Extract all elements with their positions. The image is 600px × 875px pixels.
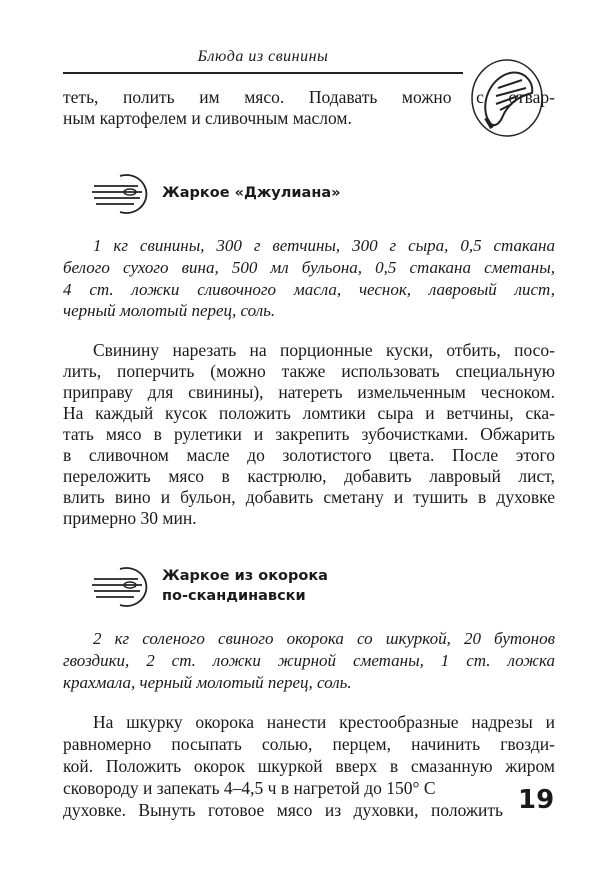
plate-cutlery-icon (90, 565, 152, 609)
text-line: черный молотый перец, соль. (63, 301, 276, 320)
text-line: На каждый кусок положить ломтики сыра и ветчины, ска- (63, 403, 555, 423)
text-line: теть, полить им мясо. Подавать можно с отвар- (63, 87, 555, 107)
text-line: тать мясо в рулетики и закрепить зубочистками. Обжарить (63, 424, 555, 444)
running-head: Блюда из свинины (197, 48, 329, 65)
text-line: переложить мясо в кастрюлю, добавить лавровый лист, (63, 466, 555, 486)
text-line: 1 кг свинины, 300 г ветчины, 300 г сыра, 0,5 стакана (93, 236, 555, 255)
text-line: 4 ст. ложки сливочного масла, чеснок, лавровый лист, (63, 280, 555, 299)
text-line: влить вино и бульон, добавить сметану и тушить в духовке (63, 487, 555, 507)
header-rule (63, 72, 463, 74)
page-number: 19 (518, 785, 555, 815)
text-line: кой. Положить окорок шкуркой вверх в смазанную жиром (63, 756, 555, 776)
text-line: На шкурку окорока нанести крестообразные надрезы и (93, 712, 555, 732)
text-line: ным картофелем и сливочным маслом. (63, 108, 352, 128)
recipe-title: Жаркое «Джулиана» (162, 185, 341, 201)
text-line: крахмала, черный молотый перец, соль. (63, 673, 352, 692)
text-line: гвоздики, 2 ст. ложки жирной сметаны, 1 ст. ложка (63, 651, 555, 670)
text-line: лить, поперчить (можно также использовать специальную (63, 361, 555, 381)
plate-cutlery-icon (90, 172, 152, 216)
text-line: в сливочном масле до золотистого цвета. После этого (63, 445, 555, 465)
text-line: Свинину нарезать на порционные куски, отбить, посо- (93, 340, 555, 360)
text-line: белого сухого вина, 500 мл бульона, 0,5 стакана сметаны, (63, 258, 555, 277)
text-line: 2 кг соленого свиного окорока со шкуркой, 20 бутонов (93, 629, 555, 648)
recipe-title: Жаркое из окорока (162, 568, 328, 584)
text-line: примерно 30 мин. (63, 508, 197, 528)
text-line: сковороду и запекать 4–4,5 ч в нагретой до 150° С (63, 778, 436, 798)
text-line: равномерно посыпать солью, перцем, начинить гвозди- (63, 734, 555, 754)
text-line: духовке. Вынуть готовое мясо из духовки, положить (63, 800, 503, 820)
recipe-title: по-скандинавски (162, 588, 306, 604)
text-line: приправу для свинины), натереть измельченным чесноком. (63, 382, 555, 402)
